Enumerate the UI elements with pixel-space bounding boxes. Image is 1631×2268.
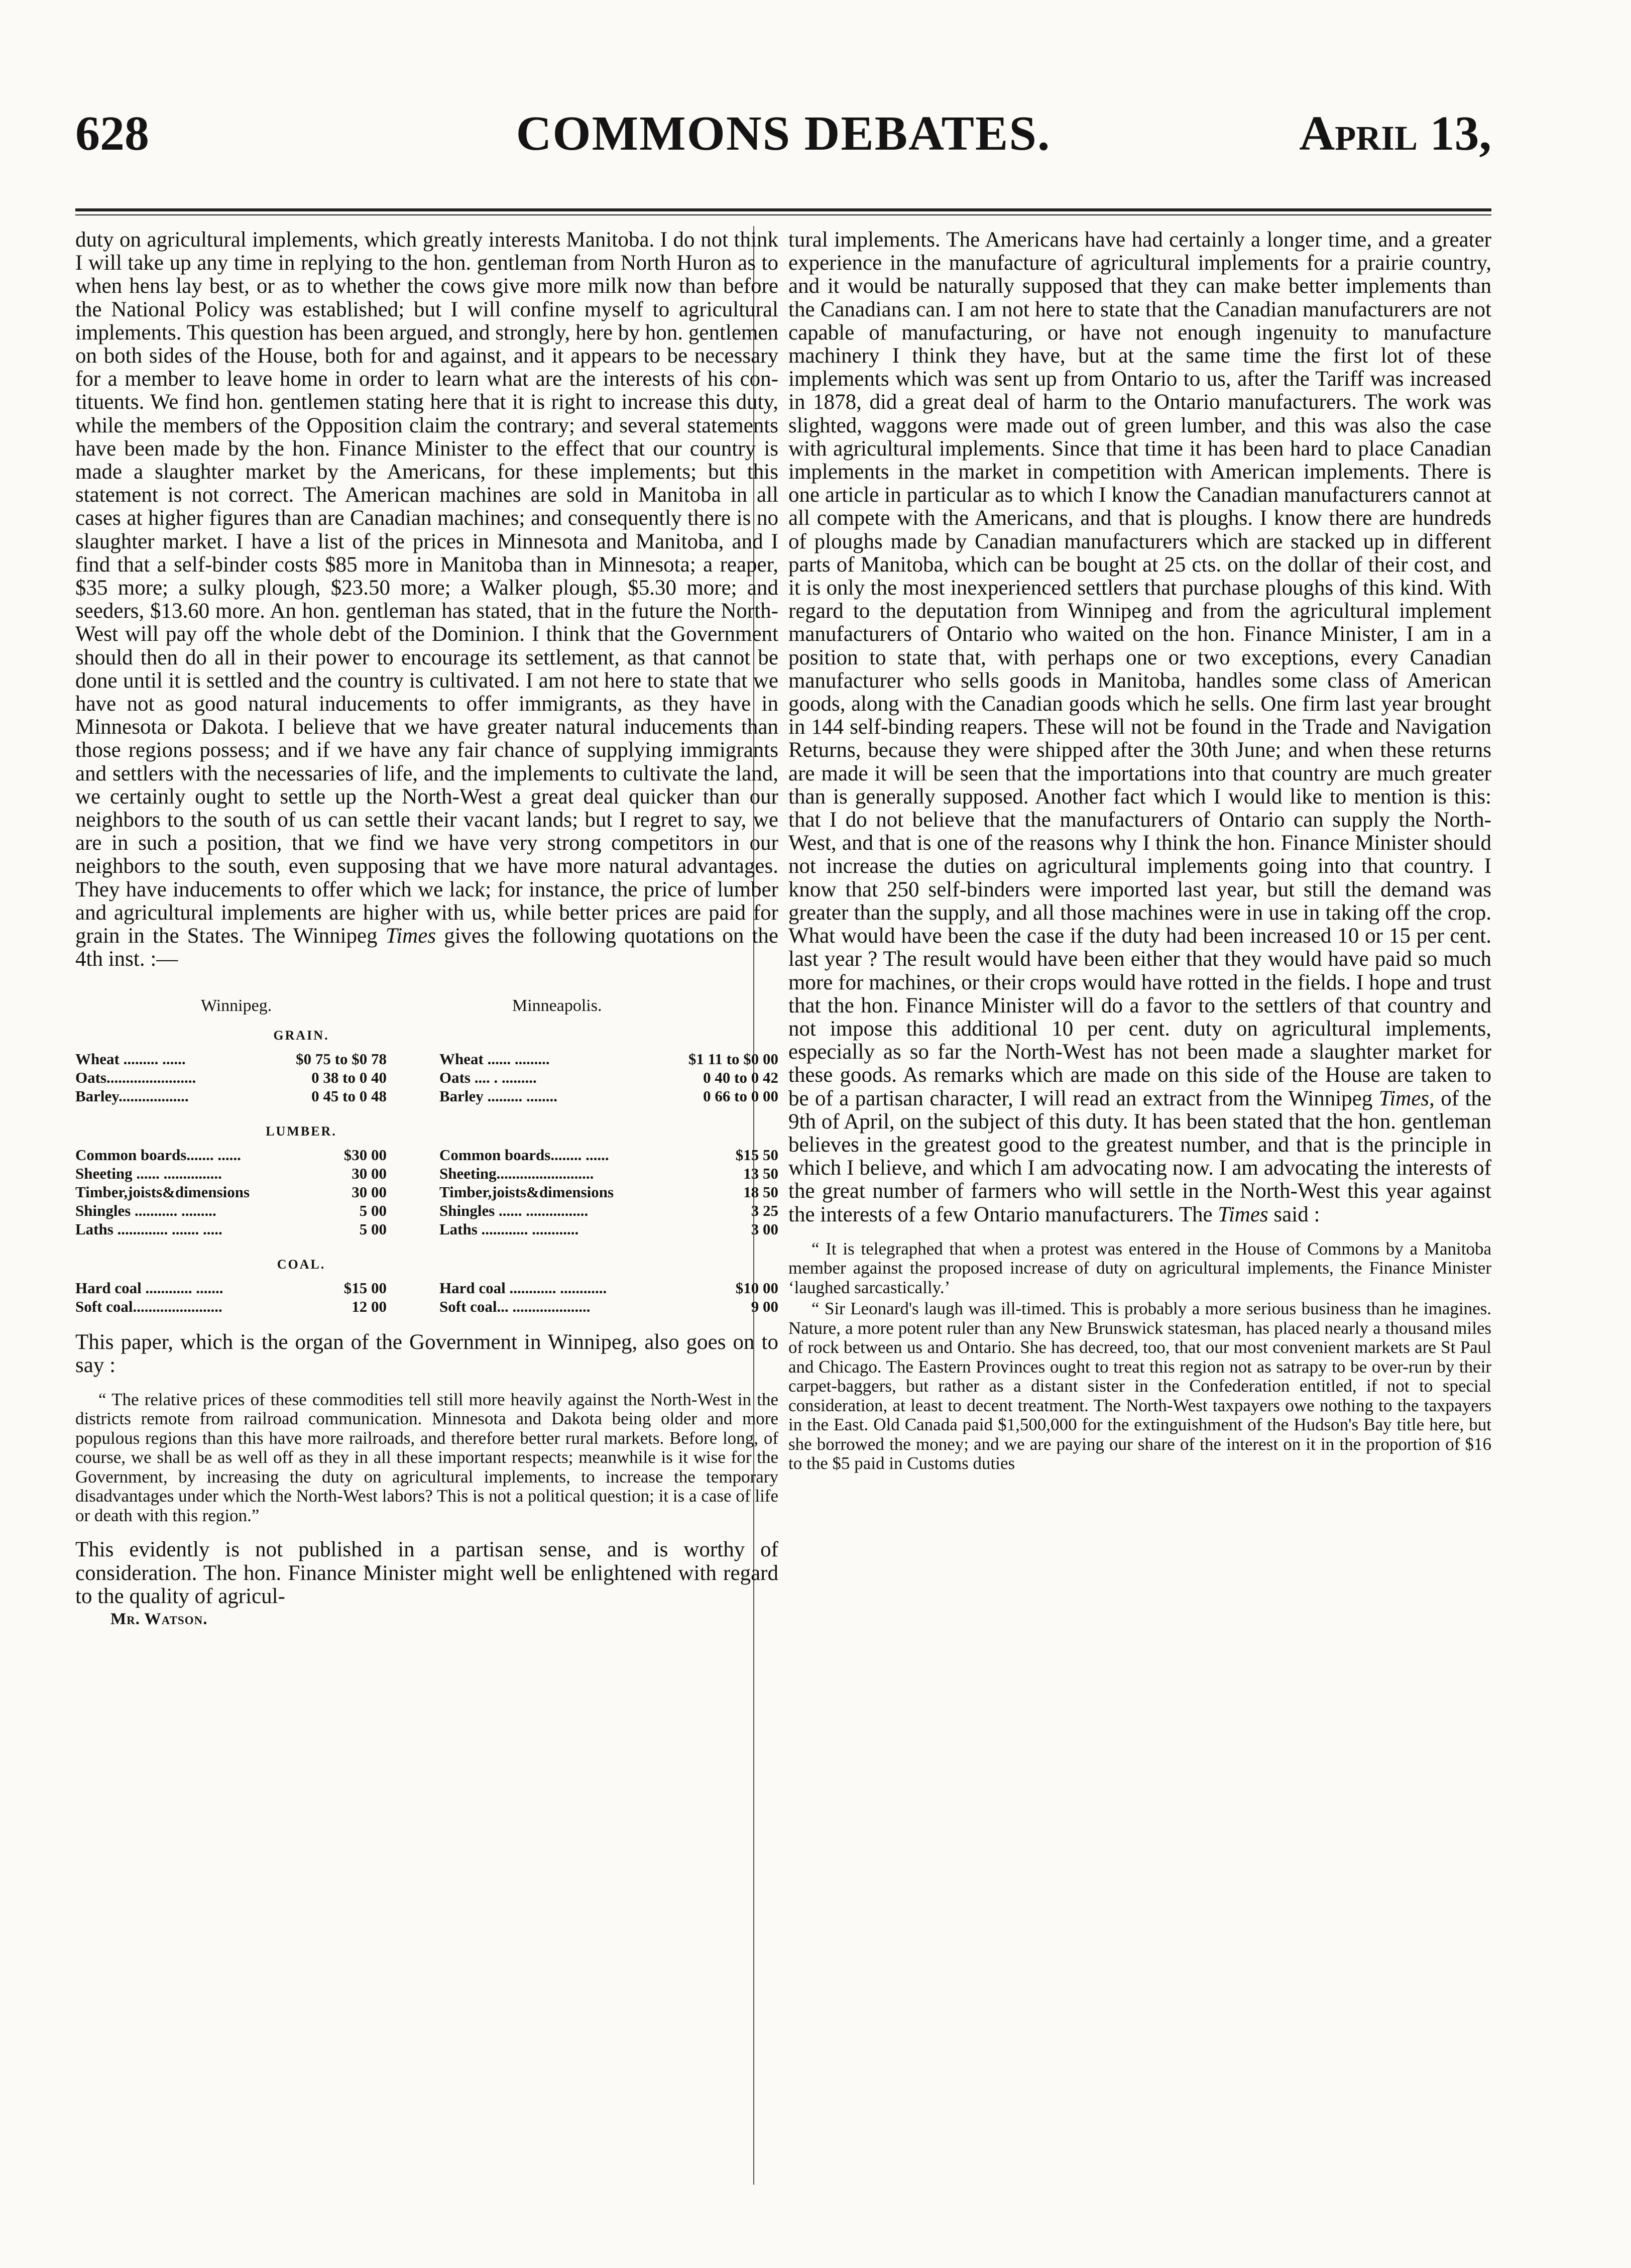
minneapolis-column-title: Minneapolis.: [512, 996, 602, 1015]
page-number: 628: [75, 106, 149, 161]
table-row: Sheeting ...... ............... 30 00 Sheeting......................... 13 50: [75, 1164, 778, 1182]
section-title-grain: GRAIN.: [273, 1028, 329, 1043]
section-title-lumber: LUMBER.: [266, 1123, 337, 1139]
left-column: [75, 229, 778, 1629]
left-quote-1: “ The relative prices of these commodities tell still more heavily against the North-West in the districts remote from railroad communication. Minnesota and Dakota being older and more populous regions than this have more railroads, and therefore better rural markets. Before long, of course, we shall be as well off as they in all these important respects; meanwhile is it wise for the Government, by increasing the duty on agricultural implements, to increase the temporary disadvantages under which the North-West labors? This is not a political question; it is a case of life or death with this region.”: [75, 1389, 778, 1525]
table-column-titles: [75, 991, 778, 1022]
header-rule-thin: [75, 214, 1491, 215]
header-date: April 13,: [1299, 106, 1491, 161]
right-quote-2: “ Sir Leonard's laugh was ill-timed. This is probably a more serious business than he imagines. Nature, a more potent ruler than any New Brunswick statesman, has placed nearly a thousand miles of rock between us and Ontario. She has decreed, too, that our most convenient markets are St Paul and Chicago. The Eastern Provinces ought to treat this region not as satrapy to be over-run by their carpet-baggers, but rather as a distant sister in the Confederation entitled, if not to special consideration, at least to decent treatment. The North-West taxpayers owe nothing to the taxpayers in the East. Old Canada paid $1,500,000 for the extinguishment of the Hudson's Bay title here, but she borrowed the money; and we are paying our share of the interest on it in the proportion of $16 to the $5 paid in Customs duties: [788, 1299, 1491, 1473]
left-paragraph-2: This paper, which is the organ of the Government in Winnipeg, also goes on to say :: [75, 1330, 778, 1377]
section-title-coal: COAL.: [277, 1257, 326, 1272]
right-quote-1: “ It is telegraphed that when a protest was entered in the House of Commons by a Manitoba member against the proposed increase of duty on agricultural implements, the Finance Minister ‘laughed sarcastically.’: [788, 1238, 1491, 1297]
table-row: Common boards....... ...... $30 00 Common boards........ ...... $15 50: [75, 1146, 778, 1164]
table-row: Laths ............. ....... ..... 5 00 Laths ............ ............ 3 00: [75, 1220, 778, 1238]
speaker-name: Mr. Watson.: [110, 1610, 208, 1629]
table-row: Shingles ........... ......... 5 00 Shingles ...... ................ 3 25: [75, 1201, 778, 1219]
table-row: Timber,joists&dimensions 30 00 Timber,joists&dimensions 18 50: [75, 1183, 778, 1201]
table-row: Wheat ......... ...... $0 75 to $0 78 Wheat ...... ......... $1 11 to $0 00: [75, 1050, 778, 1068]
table-row: Hard coal ............ ....... $15 00 Hard coal ............ ............ $10 00: [75, 1279, 778, 1297]
publication-title: COMMONS DEBATES.: [516, 106, 1051, 161]
right-paragraph-1: tural implements. The Americans have had certainly a longer time, and a greater experience in the manufacture of agricultural implements for a prairie country, and it would be naturally supposed that they can make better implements than the Canadians can. I am not here to state that the Canadian manufacturers are not capable of manufacturing, or have not enough ingenuity to manufacture machinery I think they have, but at the same time the first lot of these implements which was sent up from Ontario to us, after the Tariff was increased in 1878, did a great deal of harm to the Ontario manufacturers. The work was slighted, waggons were made out of green lumber, and this was also the case with agricultural implements. Since that time it has been hard to place Canadian implements in the market in competition with American implements. There is one article in particular as to which I know the Canadian manufacturers cannot at all compete with the Americans, and that is ploughs. I know there are hundreds of ploughs made by Canadian manufacturers which are stacked up in different parts of Manitoba, which can be bought at 25 cts. on the dollar of their cost, and it is only the most inexperienced settlers that purchase ploughs of this kind. With regard to the deputation from Winnipeg and from the agricultural implement manufacturers of Ontario who waited on the hon. Finance Minister, I am in a position to state that, with perhaps one or two exceptions, every Canadian manufacturer who sells goods in Manitoba, handles some class of American goods, along with the Canadian goods which he sells. One firm last year brought in 144 self-binding reapers. These will not be found in the Trade and Navigation Returns, because they were shipped after the 30th June; and when these returns are made it will be seen that the importations into that country are much greater than is generally supposed. Another fact which I would like to mention is this: that I do not believe that the manufacturers of Ontario can supply the North-West, and that is one of the reasons why I think the hon. Finance Minister should not increase the duties on agricultural implements going into that country. I know that 250 self-binders were imported last year, but still the demand was greater than the supply, and all those machines were in use in taking off the crop. What would have been the case if the duty had been increased 10 or 15 per cent. last year ? The result would have been either that they would have paid so much more for machines, or their crops would have rotted in the fields. I hope and trust that the hon. Finance Minister will do a favor to the settlers of that country and not impose this additional 10 per cent. duty on agricultural implements, especially as so far the North-West has not been made a slaughter market for these goods. As remarks which are made on this side of the House are taken to be of a partisan character, I will read an extract from the Winnipeg Times, of the 9th of April, on the subject of this duty. It has been stated that the hon. gentleman believes in the greatest good to the greatest number, and that is the principle in which I believe, and which I am advocating now. I am advocating the interests of the great number of farmers who will settle in the North-West this year against the interests of a few Ontario manufacturers. The Times said :: [788, 228, 1492, 1226]
table-row: Soft coal....................... 12 00 Soft coal... .................... 9 00: [75, 1297, 778, 1315]
left-paragraph-1: duty on agricultural implements, which greatly interests Manitoba. I do not think I will take up any time in replying to the hon. gentleman from North Huron as to when hens lay best, or as to whether the cows give more milk now than before the National Policy was established; but I will confine myself to agricultural implements. This question has been argued, and strongly, here by hon. gentlemen on both sides of the House, both for and against, and it appears to be necessary for a member to leave home in order to learn what are the interests of his con-tituents. We find hon. gentlemen stating here that it is right to increase this duty, while the members of the Opposition claim the contrary; and several statements have been made by the hon. Finance Minister to the effect that our country is made a slaughter market by the Americans, for these implements; but this statement is not correct. The American machines are sold in Manitoba in all cases at higher figures than are Canadian machines; and consequently there is no slaughter market. I have a list of the prices in Minnesota and Manitoba, and I find that a self-binder costs $85 more in Manitoba than in Minnesota; a reaper, $35 more; a sulky plough, $23.50 more; a Walker plough, $5.30 more; and seeders, $13.60 more. An hon. gentleman has stated, that in the future the North-West will pay off the whole debt of the Dominion. I think that the Government should then do all in their power to encourage its settlement, as that cannot be done until it is settled and the country is cultivated. I am not here to state that we have not as good natural inducements to offer immigrants, as they have in Minnesota or Dakota. I believe that we have greater natural inducements than those regions possess; and if we have any fair chance of supplying immigrants and settlers with the necessaries of life, and the implements to cultivate the land, we certainly ought to settle up the North-West a great deal quicker than our neighbors to the south of us can settle their vacant lands; but I regret to say, we are in such a position, that we find we have very strong competitors in our neighbors to the south, even supposing that we have more natural advantages. They have inducements to offer which we lack; for instance, the price of lumber and agricultural implements are higher with us, while better prices are paid for grain in the States. The Winnipeg Times gives the following quotations on the 4th inst. :—: [75, 228, 779, 971]
price-quotation-table: [75, 991, 778, 1316]
winnipeg-column-title: Winnipeg.: [201, 996, 272, 1015]
header-rule: [75, 208, 1491, 211]
page-header: [75, 105, 1491, 176]
left-paragraph-3: This evidently is not published in a partisan sense, and is worthy of consideration. The hon. Finance Minister might well be enlightened with regard to the quality of agricul-: [75, 1538, 778, 1608]
table-row: Oats....................... 0 38 to 0 40 Oats .... . ......... 0 40 to 0 42: [75, 1068, 778, 1086]
table-row: Barley.................. 0 45 to 0 48 Barley ......... ........ 0 66 to 0 00: [75, 1087, 778, 1105]
right-column: [788, 229, 1491, 1473]
